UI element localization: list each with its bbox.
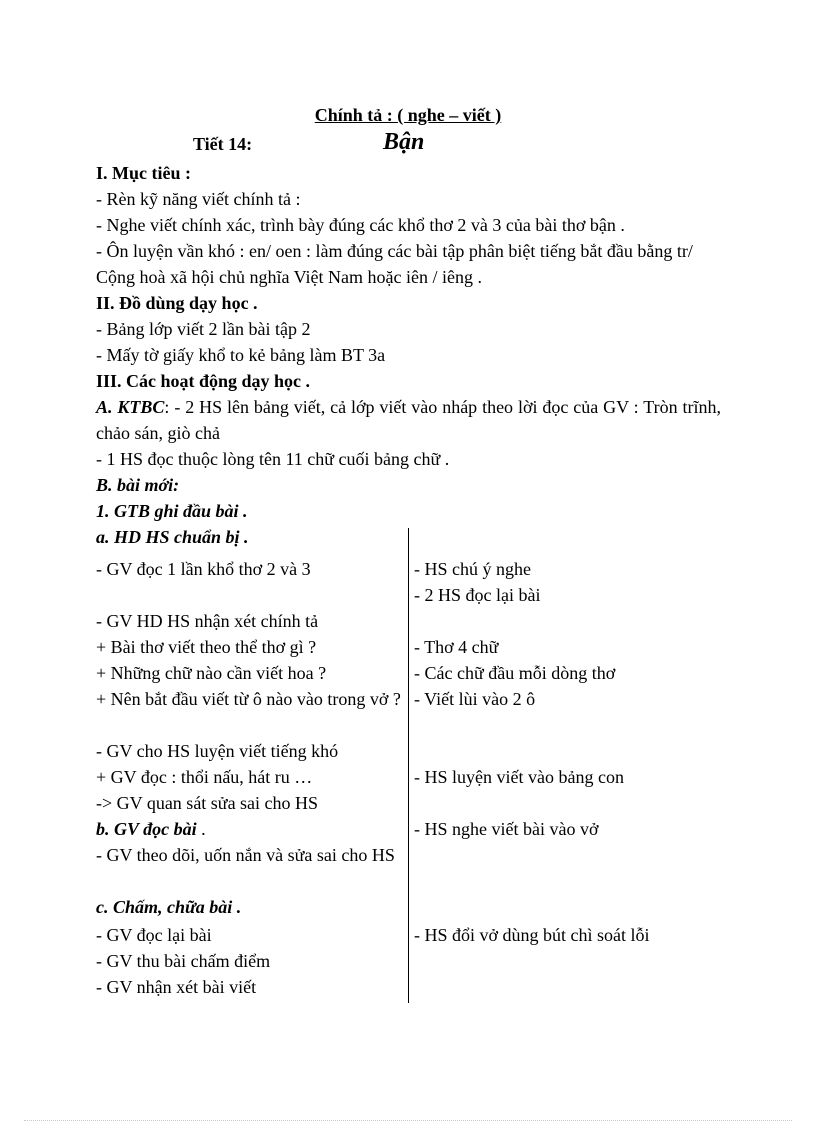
document-title: Chính tả : ( nghe – viết ) xyxy=(314,105,502,125)
read-heading: b. GV đọc bài xyxy=(96,819,197,839)
grade-heading: c. Chấm, chữa bài . xyxy=(96,897,242,917)
lesson-number: Tiết 14: xyxy=(193,134,253,154)
student-step: - 2 HS đọc lại bài xyxy=(414,585,541,605)
teacher-step: - GV nhận xét bài viết xyxy=(96,977,257,997)
teacher-step: - GV cho HS luyện viết tiếng khó xyxy=(96,741,339,761)
material-item: - Mấy tờ giấy khổ to kẻ bảng làm BT 3a xyxy=(96,345,386,365)
teacher-step: + GV đọc : thổi nấu, hát ru … xyxy=(96,767,313,787)
teacher-step: + Những chữ nào cần viết hoa ? xyxy=(96,663,327,683)
student-step: - Các chữ đầu mỗi dòng thơ xyxy=(414,663,616,683)
student-step: - HS nghe viết bài vào vở xyxy=(414,819,599,839)
student-step: - HS luyện viết vào bảng con xyxy=(414,767,624,787)
teacher-step: - GV HD HS nhận xét chính tả xyxy=(96,611,319,631)
teacher-step: + Bài thơ viết theo thể thơ gì ? xyxy=(96,637,317,657)
read-heading-dot: . xyxy=(196,819,206,839)
student-step: - Viết lùi vào 2 ô xyxy=(414,689,536,709)
teacher-step: - GV theo dõi, uốn nắn và sửa sai cho HS xyxy=(96,845,395,865)
footer-divider xyxy=(24,1120,792,1121)
table-divider xyxy=(408,528,409,1003)
objective-item: - Ôn luyện vần khó : en/ oen : làm đúng các bài tập phân biệt tiếng bắt đầu bằng tr/ xyxy=(96,241,693,261)
ktbc-line: - 1 HS đọc thuộc lòng tên 11 chữ cuối bảng chữ . xyxy=(96,449,450,469)
objective-item: - Nghe viết chính xác, trình bày đúng các khổ thơ 2 và 3 của bài thơ bận . xyxy=(96,215,625,235)
lesson-name: Bận xyxy=(383,129,425,155)
prep-heading: a. HD HS chuẩn bị . xyxy=(96,527,249,547)
teacher-step: -> GV quan sát sửa sai cho HS xyxy=(96,793,319,813)
student-step: - HS chú ý nghe xyxy=(414,559,531,579)
teacher-step: + Nên bắt đầu viết từ ô nào vào trong vở ? xyxy=(96,689,401,709)
objective-item: Cộng hoà xã hội chủ nghĩa Việt Nam hoặc iên / iêng . xyxy=(96,267,482,287)
new-lesson-heading: B. bài mới: xyxy=(96,475,180,495)
teacher-step: - GV đọc lại bài xyxy=(96,925,212,945)
objective-item: - Rèn kỹ năng viết chính tả : xyxy=(96,189,301,209)
teacher-step: - GV đọc 1 lần khổ thơ 2 và 3 xyxy=(96,559,311,579)
student-step: - Thơ 4 chữ xyxy=(414,637,499,657)
student-step: - HS đổi vở dùng bút chì soát lỗi xyxy=(414,925,650,945)
teacher-step: - GV thu bài chấm điểm xyxy=(96,951,271,971)
objectives-heading: I. Mục tiêu : xyxy=(96,163,191,183)
ktbc-paragraph xyxy=(96,394,721,446)
ktbc-text: : - 2 HS lên bảng viết, cả lớp viết vào nháp theo lời đọc của GV : Tròn trĩnh, chảo sán, giò chả xyxy=(96,397,721,443)
intro-heading: 1. GTB ghi đầu bài . xyxy=(96,501,248,521)
materials-heading: II. Đồ dùng dạy học . xyxy=(96,293,258,313)
activities-heading: III. Các hoạt động dạy học . xyxy=(96,371,311,391)
read-heading-line xyxy=(96,816,402,842)
material-item: - Bảng lớp viết 2 lần bài tập 2 xyxy=(96,319,311,339)
ktbc-label: A. KTBC xyxy=(96,397,165,417)
